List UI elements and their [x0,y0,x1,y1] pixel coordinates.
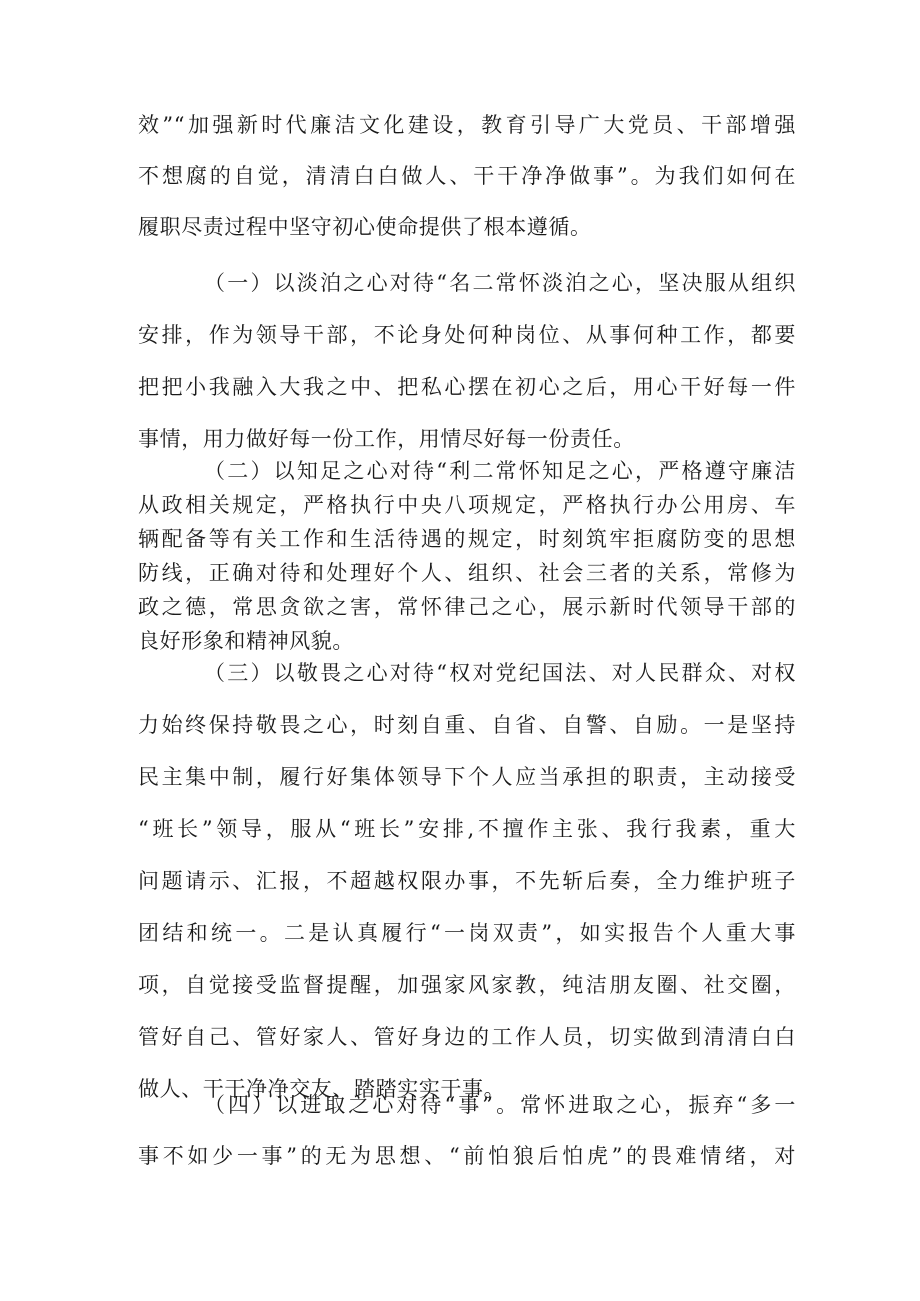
text-line: （三）以敬畏之心对待“权对党纪国法、对人民群众、对权 [204,661,796,685]
paragraph-section-two [138,454,796,658]
text-line: 不想腐的自觉，清清白白做人、干干净净做事”。为我们如何在 [138,164,796,188]
text-line: 防线，正确对待和处理好个人、组织、社会三者的关系，常修为 [138,561,796,585]
text-line: （一）以淡泊之心对待“名二常怀淡泊之心，坚决服从组织 [204,271,796,295]
paragraph-section-three [138,647,796,1115]
text-line: 良好形象和精神风貌。 [138,629,354,653]
paragraph-section-one [138,257,796,465]
text-line: 事情，用力做好每一份工作，用情尽好每一份责任。 [138,427,635,451]
text-line: “班长”领导，服从“班长”安排,不擅作主张、我行我素，重大 [138,817,796,841]
text-line: 辆配备等有关工作和生活待遇的规定，时刻筑牢拒腐防变的思想 [138,527,796,551]
text-line: 问题请示、汇报，不超越权限办事，不先斩后奏，全力维护班子 [138,869,796,893]
text-line: 团结和统一。二是认真履行“一岗双责”，如实报告个人重大事 [138,921,796,945]
text-line: 政之德，常思贪欲之害，常怀律己之心，展示新时代领导干部的 [138,595,796,619]
text-line: 效”“加强新时代廉洁文化建设，教育引导广大党员、干部增强 [138,113,796,137]
text-line: 管好自己、管好家人、管好身边的工作人员，切实做到清清白白 [138,1025,796,1049]
text-line: 从政相关规定，严格执行中央八项规定，严格执行办公用房、车 [138,493,796,517]
text-line: （二）以知足之心对待“利二常怀知足之心，严格遵守廉洁 [204,459,796,483]
text-line: 把把小我融入大我之中、把私心摆在初心之后，用心干好每一件 [138,375,796,399]
paragraph-intro-continuation [138,100,796,253]
text-line: 力始终保持敬畏之心，时刻自重、自省、自警、自励。一是坚持 [138,713,796,737]
text-line: 事不如少一事”的无为思想、“前怕狼后怕虎”的畏难情绪，对 [138,1144,796,1168]
text-line: 安排，作为领导干部，不论身处何种岗位、从事何种工作，都要 [138,323,796,347]
text-line: 民主集中制，履行好集体领导下个人应当承担的职责，主动接受 [138,765,796,789]
text-line: 做人、干干净净交友、踏踏实实干事。 [138,1077,506,1101]
paragraph-section-four [138,1080,796,1182]
text-line: 履职尽责过程中坚守初心使命提供了根本遵循。 [138,215,592,239]
text-line: （四）以进取之心对待“事”。常怀进取之心，振弃“多一 [204,1093,796,1117]
text-line: 项，自觉接受监督提醒，加强家风家教，纯洁朋友圈、社交圈， [138,973,796,997]
